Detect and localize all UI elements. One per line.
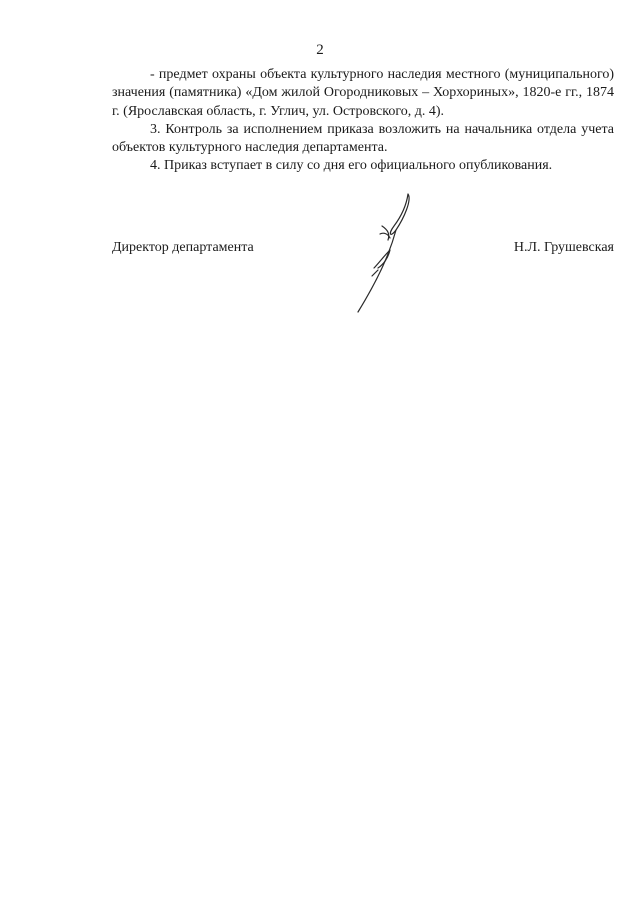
signatory-position: Директор департамента [112, 240, 254, 255]
paragraph-control: 3. Контроль за исполнением приказа возложить на начальника отдела учета объектов культурного наследия департамента. [112, 121, 614, 156]
paragraph-effective-date: 4. Приказ вступает в силу со дня его официального опубликования. [150, 158, 553, 174]
paragraph-protection-subject: - предмет охраны объекта культурного наследия местного (муниципального) значения (памятника) «Дом жилой Огородниковых – Хорхориных», 1820-е гг., 1874 г. (Ярославская область, г. Углич, ул. Островского, д. 4). [112, 67, 614, 119]
page-number: 2 [316, 42, 324, 58]
signatory-name: Н.Л. Грушевская [513, 240, 614, 255]
document-body [112, 66, 614, 176]
handwritten-signature [344, 190, 424, 316]
